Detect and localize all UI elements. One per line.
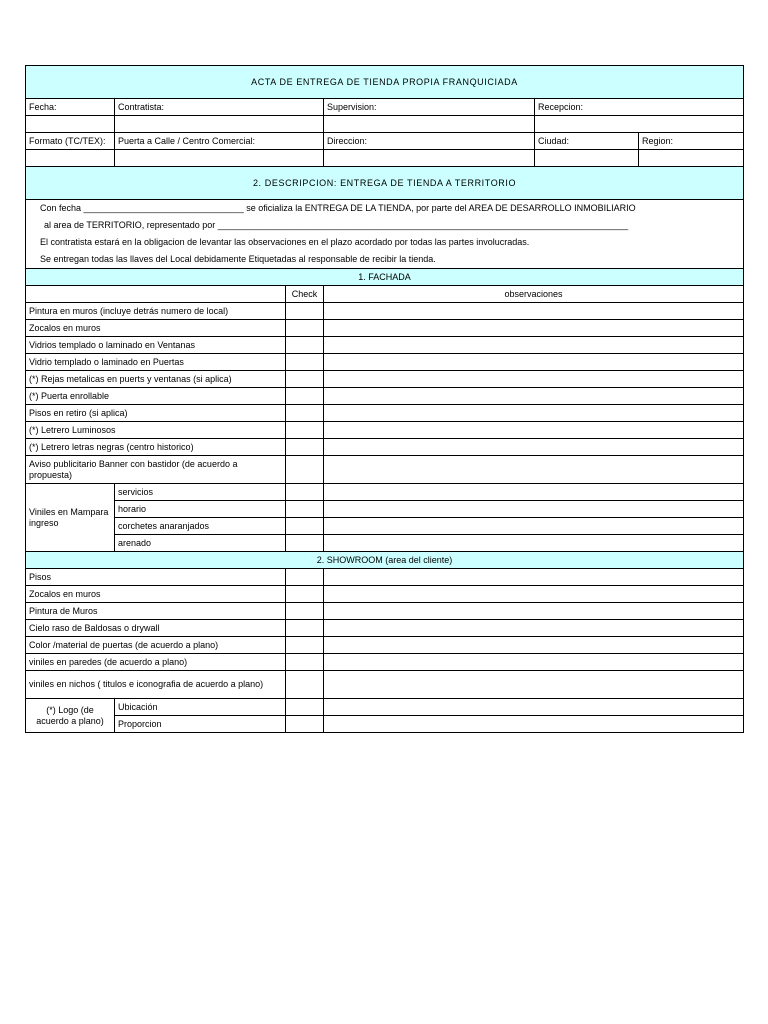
viniles-row (26, 501, 744, 518)
description-row (26, 200, 744, 269)
header-blank-row-2 (26, 150, 744, 167)
direccion-field[interactable] (324, 150, 535, 167)
ciudad-label: Ciudad: (535, 133, 639, 150)
logo-label: (*) Logo (de acuerdo a plano) (26, 699, 115, 733)
observation-cell[interactable] (324, 637, 744, 654)
observation-cell[interactable] (324, 439, 744, 456)
observation-cell[interactable] (324, 671, 744, 699)
fachada-header-row (26, 286, 744, 303)
check-cell[interactable] (286, 484, 324, 501)
contratista-label: Contratista: (115, 99, 324, 116)
check-cell[interactable] (286, 320, 324, 337)
fachada-item-label: (*) Rejas metalicas en puerts y ventanas (si aplica) (26, 371, 286, 388)
check-cell[interactable] (286, 620, 324, 637)
form-title: ACTA DE ENTREGA DE TIENDA PROPIA FRANQUICIADA (26, 66, 744, 99)
header-row-1 (26, 99, 744, 116)
viniles-row (26, 484, 744, 501)
delivery-form-table (25, 65, 744, 733)
check-cell[interactable] (286, 371, 324, 388)
direccion-label: Direccion: (324, 133, 535, 150)
fachada-row (26, 354, 744, 371)
observation-cell[interactable] (324, 337, 744, 354)
showroom-item-label: Color /material de puertas (de acuerdo a plano) (26, 637, 286, 654)
showroom-item-label: viniles en nichos ( titulos e iconografia de acuerdo a plano) (26, 671, 286, 699)
check-cell[interactable] (286, 456, 324, 484)
viniles-row (26, 535, 744, 552)
viniles-sub-label: corchetes anaranjados (115, 518, 286, 535)
fachada-title-row (26, 269, 744, 286)
fachada-row (26, 405, 744, 422)
check-cell[interactable] (286, 637, 324, 654)
check-cell[interactable] (286, 518, 324, 535)
check-cell[interactable] (286, 535, 324, 552)
check-cell[interactable] (286, 586, 324, 603)
puerta-field[interactable] (115, 150, 324, 167)
showroom-title: 2. SHOWROOM (area del cliente) (26, 552, 744, 569)
showroom-row (26, 654, 744, 671)
contratista-field[interactable] (115, 116, 324, 133)
observation-cell[interactable] (324, 518, 744, 535)
showroom-item-label: Zocalos en muros (26, 586, 286, 603)
check-cell[interactable] (286, 671, 324, 699)
showroom-row (26, 586, 744, 603)
fachada-row (26, 388, 744, 405)
fachada-item-label: Aviso publicitario Banner con bastidor (de acuerdo a propuesta) (26, 456, 286, 484)
description-line-2: al area de TERRITORIO, representado por __________________________________________________________________________________ (44, 220, 629, 230)
region-label: Region: (639, 133, 744, 150)
observation-cell[interactable] (324, 699, 744, 716)
description-block (26, 200, 744, 269)
check-cell[interactable] (286, 654, 324, 671)
observation-cell[interactable] (324, 620, 744, 637)
fachada-item-label: Pisos en retiro (si aplica) (26, 405, 286, 422)
showroom-item-label: viniles en paredes (de acuerdo a plano) (26, 654, 286, 671)
fachada-item-label: (*) Puerta enrollable (26, 388, 286, 405)
formato-label: Formato (TC/TEX): (26, 133, 115, 150)
description-line-1: Con fecha ________________________________ se oficializa la ENTREGA DE LA TIENDA, por parte del AREA DE DESARROLLO INMOBILIARIO (40, 203, 636, 213)
showroom-row (26, 569, 744, 586)
viniles-sub-label: arenado (115, 535, 286, 552)
check-cell[interactable] (286, 388, 324, 405)
fachada-row (26, 337, 744, 354)
check-cell[interactable] (286, 569, 324, 586)
section2-title-row (26, 167, 744, 200)
check-cell[interactable] (286, 337, 324, 354)
check-cell[interactable] (286, 422, 324, 439)
formato-field[interactable] (26, 150, 115, 167)
observation-cell[interactable] (324, 456, 744, 484)
section2-title: 2. DESCRIPCION: ENTREGA DE TIENDA A TERRITORIO (26, 167, 744, 200)
logo-sub-label: Proporcion (115, 716, 286, 733)
observation-cell[interactable] (324, 303, 744, 320)
fachada-item-label: Zocalos en muros (26, 320, 286, 337)
puerta-label: Puerta a Calle / Centro Comercial: (115, 133, 324, 150)
fachada-item-label: (*) Letrero Luminosos (26, 422, 286, 439)
fachada-row (26, 422, 744, 439)
fachada-row (26, 303, 744, 320)
fachada-row (26, 371, 744, 388)
recepcion-field[interactable] (535, 116, 744, 133)
supervision-label: Supervision: (324, 99, 535, 116)
fachada-item-label: (*) Letrero letras negras (centro historico) (26, 439, 286, 456)
region-field[interactable] (639, 150, 744, 167)
observation-cell[interactable] (324, 501, 744, 518)
observation-cell[interactable] (324, 320, 744, 337)
check-cell[interactable] (286, 699, 324, 716)
check-cell[interactable] (286, 303, 324, 320)
showroom-item-label: Cielo raso de Baldosas o drywall (26, 620, 286, 637)
description-line-4: Se entregan todas las llaves del Local debidamente Etiquetadas al responsable de recibir la tienda. (40, 254, 436, 264)
recepcion-label: Recepcion: (535, 99, 744, 116)
header-row-2 (26, 133, 744, 150)
observation-cell[interactable] (324, 603, 744, 620)
observation-cell[interactable] (324, 569, 744, 586)
observation-cell[interactable] (324, 422, 744, 439)
showroom-title-row (26, 552, 744, 569)
logo-sub-label: Ubicación (115, 699, 286, 716)
showroom-row (26, 671, 744, 699)
fecha-label: Fecha: (26, 99, 115, 116)
observation-cell[interactable] (324, 586, 744, 603)
viniles-label: Viniles en Mampara ingreso (26, 484, 115, 552)
fachada-row (26, 320, 744, 337)
fachada-item-label: Pintura en muros (incluye detrás numero de local) (26, 303, 286, 320)
fachada-item-header (26, 286, 286, 303)
observation-cell[interactable] (324, 654, 744, 671)
observation-cell[interactable] (324, 371, 744, 388)
logo-row (26, 716, 744, 733)
title-row (26, 66, 744, 99)
logo-row (26, 699, 744, 716)
check-cell[interactable] (286, 405, 324, 422)
observation-cell[interactable] (324, 716, 744, 733)
viniles-row (26, 518, 744, 535)
observation-cell[interactable] (324, 535, 744, 552)
fachada-item-label: Vidrio templado o laminado en Puertas (26, 354, 286, 371)
supervision-field[interactable] (324, 116, 535, 133)
header-blank-row-1 (26, 116, 744, 133)
showroom-item-label: Pisos (26, 569, 286, 586)
fecha-field[interactable] (26, 116, 115, 133)
check-cell[interactable] (286, 603, 324, 620)
fachada-row (26, 439, 744, 456)
observation-cell[interactable] (324, 405, 744, 422)
check-cell[interactable] (286, 501, 324, 518)
ciudad-field[interactable] (535, 150, 639, 167)
observation-cell[interactable] (324, 388, 744, 405)
fachada-row (26, 456, 744, 484)
check-header: Check (286, 286, 324, 303)
fachada-title: 1. FACHADA (26, 269, 744, 286)
viniles-sub-label: servicios (115, 484, 286, 501)
description-line-3: El contratista estará en la obligacion de levantar las observaciones en el plazo acordado por todas las partes involucradas. (40, 237, 530, 247)
fachada-item-label: Vidrios templado o laminado en Ventanas (26, 337, 286, 354)
check-cell[interactable] (286, 439, 324, 456)
observation-cell[interactable] (324, 484, 744, 501)
observaciones-header: observaciones (324, 286, 744, 303)
check-cell[interactable] (286, 354, 324, 371)
showroom-item-label: Pintura de Muros (26, 603, 286, 620)
showroom-row (26, 603, 744, 620)
showroom-row (26, 637, 744, 654)
observation-cell[interactable] (324, 354, 744, 371)
check-cell[interactable] (286, 716, 324, 733)
viniles-sub-label: horario (115, 501, 286, 518)
showroom-row (26, 620, 744, 637)
